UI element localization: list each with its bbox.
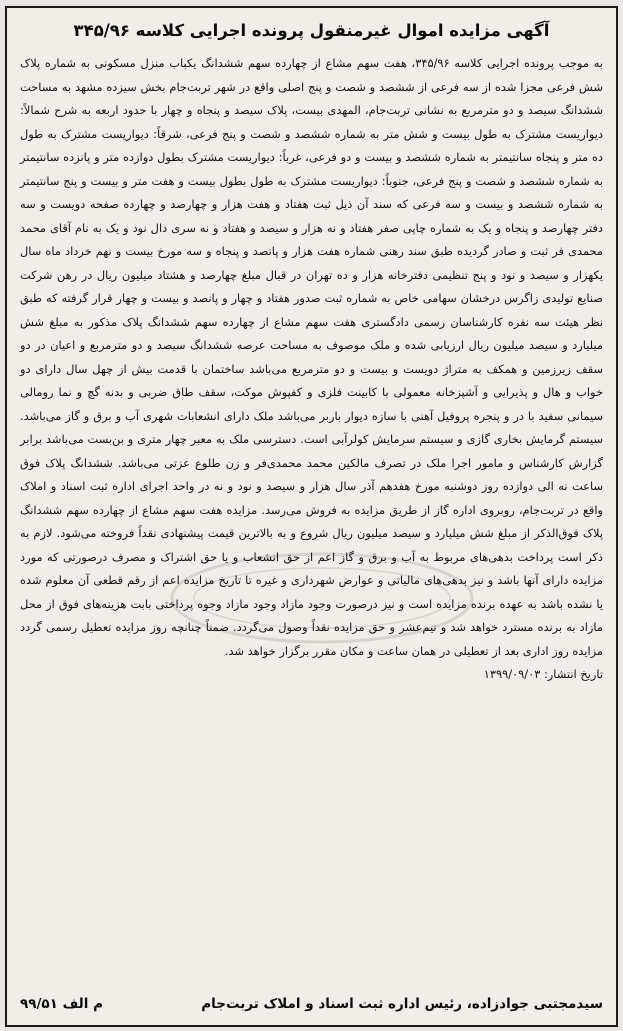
publish-date: تاریخ انتشار: ۱۳۹۹/۰۹/۰۳ — [483, 667, 603, 681]
notice-body: به موجب پرونده اجرایی کلاسه ۳۴۵/۹۶، هفت سهم مشاع از چهارده سهم ششدانگ یکباب منزل مسکونی به شماره پلاک شش فرعی مجزا شده از سه فرعی از ششصد و شصت و پنج اصلی واقع در شهر تربت‌جام بخش سیزده مشهد به مساحت ششدانگ سیصد و دو مترمربع به نشانی تربت‌جام، المهدی بیست، پلاک سیصد و پنجاه و چهار با حدود اربعه به شرح شمالاً: دیواریست مشترک به طول بیست و شش متر به شماره ششصد و شصت و پنج فرعی، شرقاً: دیواریست مشترک به طول ده متر و پنجاه سانتیمتر به شماره ششصد و بیست و دو فرعی، غرباً: دیواریست مشترک بطول دوازده متر و پانزده سانتیمتر به شماره ششصد و شصت و پنج فرعی، جنوباً: دیواریست مشترک به طول بطول بیست و هفت متر و بیست و پنج سانتیمتر به شماره ششصد و بیست و سه فرعی که سند آن ذیل ثبت هفتاد و هفت هزار و چهارصد و چهارده صفحه دویست و سه دفتر چهارصد و پنجاه و یک به شماره چاپی صفر هفتاد و نه هزار و سیصد و هفتاد و نه سری دال نود و یک به نام آقای محمد محمدی فر ثبت و صادر گردیده طبق سند رهنی شماره هفت هزار و پانصد و پنجاه و سه مورخ بیست و نهم خرداد ماه سال یکهزار و سیصد و نود و پنج تنظیمی دفترخانه هزار و ده تهران در قبال مبلغ چهارصد و هشتاد میلیون ریال در رهن شرکت صنایع تولیدی زاگرس درخشان سهامی خاص به شماره ثبت صدور هفتاد و چهار و پانصد و بیست و چهار قرار گرفته که طبق نظر هیئت سه نفره کارشناسان رسمی دادگستری هفت سهم مشاع از چهارده سهم ششدانگ پلاک مذکور به مبلغ شش میلیارد و سیصد میلیون ریال ارزیابی شده و ملک موصوف به مساحت عرصه ششدانگ سیصد و دو مترمربع و اعیان در دو سقف زیرزمین و همکف به متراژ دویست و بیست و دو مترمربع می‌باشد ساختمان با قدمت بیش از چهل سال دارای دو خواب و هال و پذیرایی و آشپزخانه معمولی با کابینت فلزی و کفپوش موکت، سقف طاق ضربی و بدنه گچ و نما رومالی سیمانی سفید با در و پنجره پروفیل آهنی با سازه دیوار باربر می‌باشد ملک دارای انشعابات شهری آب و برق و گاز می‌باشد. سیستم گرمایش بخاری گازی و سیستم سرمایش کولرآبی است. دسترسی ملک به معبر چهار متری و بن‌بست می‌باشد برابر گزارش کارشناس و مامور اجرا ملک در تصرف مالکین محمد محمدی‌فر و زن طلوع عزتی می‌باشد. ششدانگ پلاک فوق ساعت نه الی دوازده روز دوشنبه مورخ هفدهم آذر سال هزار و سیصد و نود و نه در واحد اجرای اداره ثبت اسناد و املاک واقع در تربت‌جام، روبروی اداره گاز از طریق مزایده به فروش می‌رسد. مزایده هفت سهم مشاع از چهارده سهم ششدانگ پلاک فوق‌الذکر از مبلغ شش میلیارد و سیصد میلیون ریال شروع و به بالاترین قیمت پیشنهادی نقداً فروخته می‌شود. لازم به ذکر است پرداخت بدهی‌های مربوط به آب و برق و گاز اعم از حق انشعاب و یا حق اشتراک و مصرف درصورتی که مورد مزایده دارای آنها باشد و نیز بدهی‌های مالیاتی و عوارض شهرداری و غیره تا تاریخ مزایده اعم از رقم قطعی آن معلوم شده یا نشده باشد به عهده برنده مزایده است و نیز درصورت وجود مازاد وجود مازاد وجوه پرداختی بابت هزینه‌های فوق از محل مازاد به برنده مسترد خواهد شد و نیم‌عشر و حق مزایده نقداً وصول می‌گردد. ضمناً چنانچه روز مزایده تعطیل رسمی گردد مزایده روز اداری بعد از تعطیلی در همان ساعت و مکان مقرر برگزار خواهد شد. — [20, 56, 603, 658]
notice-title: آگهی مزایده اموال غیرمنقول پرونده اجرایی کلاسه ۳۴۵/۹۶ — [73, 21, 550, 40]
signatory: سیدمجتبی جوادزاده، رئیس اداره ثبت اسناد و املاک تربت‌جام — [201, 996, 603, 1012]
notice-frame — [5, 6, 618, 1027]
reference-code: م الف ۹۹/۵۱ — [20, 996, 103, 1012]
notice-footer — [20, 993, 603, 1015]
